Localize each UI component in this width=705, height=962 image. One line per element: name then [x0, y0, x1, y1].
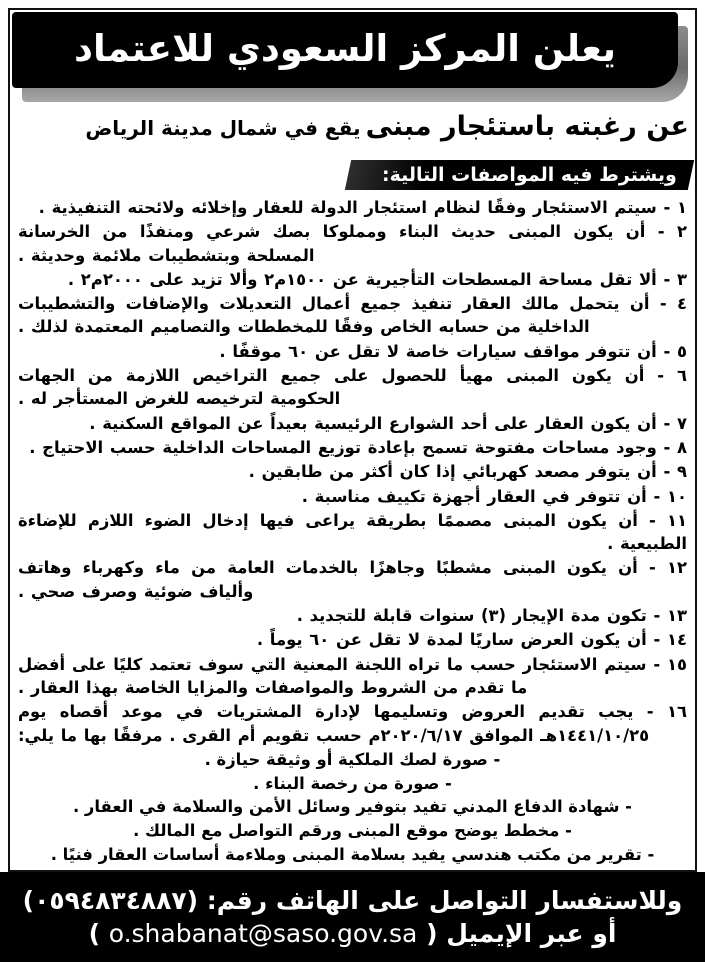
condition-item: ١٣ - تكون مدة الإيجار (٣) سنوات قابلة للتجديد .: [296, 606, 687, 626]
attachment-item: - مخطط يوضح موقع المبنى ورقم التواصل مع المالك .: [133, 821, 572, 841]
condition-item: ٣ - ألا تقل مساحة المسطحات التأجيرية عن ١٥٠٠م٢ وألا تزيد على ٢٠٠٠م٢ .: [67, 269, 687, 289]
condition-item: ١٤ - أن يكون العرض ساريًا لمدة لا تقل عن ٦٠ يوماً .: [256, 630, 687, 650]
page-title: يعلن المركز السعودي للاعتماد: [74, 26, 617, 70]
condition-item: ١٥ - سيتم الاستئجار حسب ما تراه اللجنة المعنية التي سوف تعتمد كليًا على أفضل ما تقدم من الشروط والمواصفات والمزايا الخاصة بهذا العقار .: [18, 654, 687, 697]
condition-item: ١ - سيتم الاستئجار وفقًا لنظام استئجار الدولة للعقار وإخلائه ولائحته التنفيذية .: [38, 198, 687, 217]
email-address[interactable]: o.shabanat@saso.gov.sa: [108, 919, 418, 948]
subtitle-primary: عن رغبته باستئجار مبنى: [365, 111, 689, 142]
condition-item: ١٦ - يجب تقديم العروض وتسليمها لإدارة المشتريات في موعد أقصاه يوم ١٤٤١/١٠/٢٥هـ الموافق ٢٠٢٠/٦/١٧م حسب تقويم أم القرى . مرفقًا بها ما يلي:: [18, 702, 687, 745]
conditions-banner: [348, 160, 691, 190]
contact-email-line[interactable]: [89, 919, 617, 948]
conditions-list: [18, 196, 687, 867]
email-label-suffix: ): [88, 919, 101, 948]
subtitle-secondary: يقع في شمال مدينة الرياض: [85, 116, 361, 140]
condition-item: ٤ - أن يتحمل مالك العقار تنفيذ جميع أعمال التعديلات والإضافات والتشطيبات الداخلية من حسابه الخاص وفقًا للمخططات والتصاميم المعتمدة لذلك .: [18, 294, 687, 337]
attachment-item: - تقرير من مكتب هندسي يفيد بسلامة المبنى وملاءمة أساسات العقار فنيًا .: [50, 844, 655, 864]
condition-item: ٢ - أن يكون المبنى حديث البناء ومملوكا بصك شرعي ومنفذًا من الخرسانة المسلحة وبتشطيبات ملائمة وحديثة .: [18, 222, 687, 265]
banner-black-parallelogram: [345, 160, 694, 190]
attachment-item: - شهادة الدفاع المدني تفيد بتوفير وسائل الأمن والسلامة في العقار .: [73, 797, 632, 817]
attachment-item: - صورة لصك الملكية أو وثيقة حيازة .: [204, 749, 501, 769]
condition-item: ٦ - أن يكون المبنى مهيأ للحصول على جميع التراخيص اللازمة من الجهات الحكومية لترخيصه للغرض المستأجر له .: [18, 366, 687, 409]
contact-footer: [0, 872, 705, 962]
attachments-list: [18, 748, 687, 867]
header-black-bar: [12, 12, 678, 88]
banner-label: ويشترط فيه المواصفات التالية:: [382, 164, 677, 186]
condition-item: ٥ - أن تتوفر مواقف سيارات خاصة لا تقل عن ٦٠ موقفًا .: [219, 341, 687, 361]
subtitle-line: [16, 112, 689, 142]
attachment-item: - صورة من رخصة البناء .: [253, 773, 452, 793]
condition-item: ١٢ - أن يكون المبنى مشطبًا وجاهزًا بالخدمات العامة من ماء وكهرباء وهاتف وألياف ضوئية وصرف صحي .: [18, 558, 687, 601]
condition-item: ٨ - وجود مساحات مفتوحة تسمح بإعادة توزيع المساحات الداخلية حسب الاحتياج .: [29, 437, 687, 457]
condition-item: ٩ - أن يتوفر مصعد كهربائي إذا كان أكثر من طابقين .: [248, 462, 687, 482]
email-label-prefix: أو عبر الإيميل (: [426, 919, 617, 948]
condition-item: ١١ - أن يكون المبنى مصممًا بطريقة يراعى فيها إدخال الضوء اللازم للإضاءة الطبيعية .: [18, 510, 687, 554]
condition-item: ٧ - أن يكون العقار على أحد الشوارع الرئيسية بعيداً عن المواقع السكنية .: [89, 413, 687, 433]
header-region: [12, 12, 693, 108]
condition-item: ١٠ - أن تتوفر في العقار أجهزة تكييف مناسبة .: [301, 486, 687, 506]
contact-phone-line[interactable]: وللاستفسار التواصل على الهاتف رقم: (٠٥٩٤٨٣٤٨٨٧): [22, 886, 683, 915]
